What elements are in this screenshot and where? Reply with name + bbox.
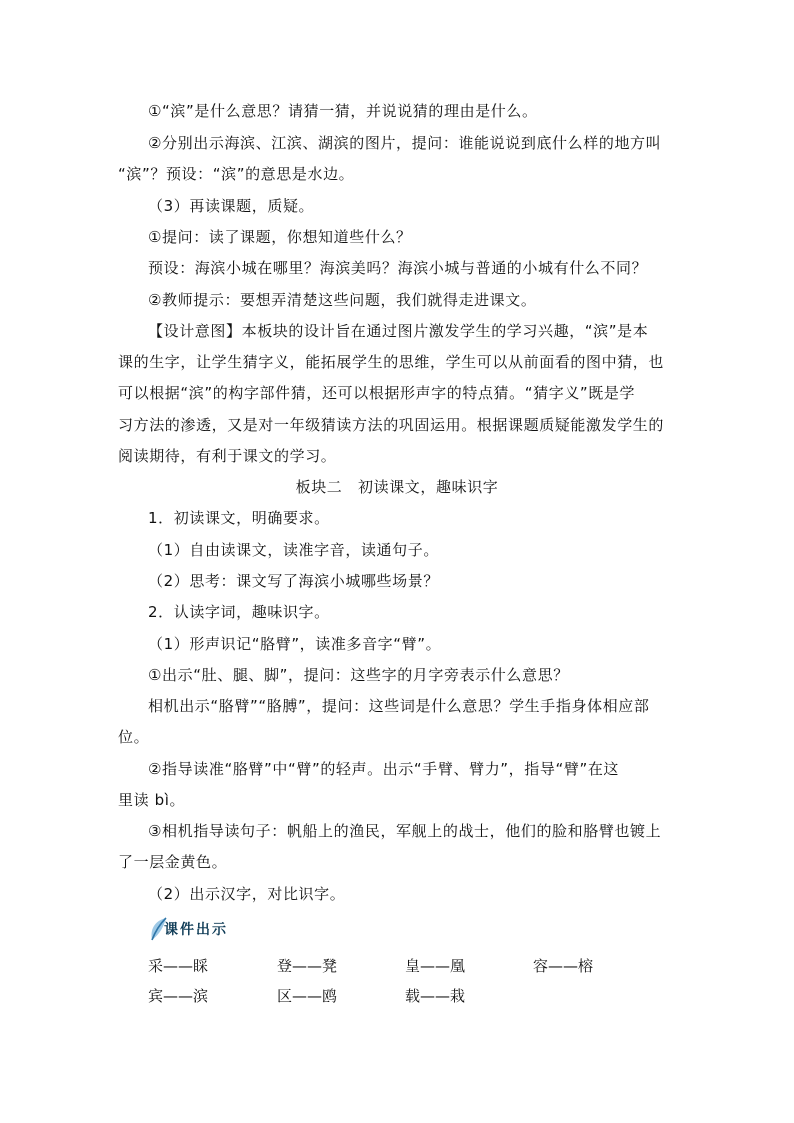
step-2-item-2: （2）出示汉字，对比识字。: [148, 885, 346, 903]
paragraph-tone-line-1: ②指导读准“胳臂”中“臂”的轻声。出示“手臂、臂力”，指导“臂”在这: [148, 760, 620, 778]
design-intent-line-3: 可以根据“滨”的构字部件猜，还可以根据形声字的特点猜。“猜字义”既是学: [118, 384, 636, 402]
char-pair: 宾——滨: [148, 987, 209, 1005]
section-heading: 板块二 初读课文，趣味识字: [295, 478, 499, 496]
paragraph-3: “滨”？预设：“滨”的意思是水边。: [118, 165, 355, 183]
char-pair: 皇——凰: [405, 957, 466, 975]
char-pair: 载——栽: [405, 987, 466, 1005]
paragraph-4: （3）再读课题，质疑。: [148, 197, 315, 215]
char-pair: 采——睬: [148, 957, 209, 975]
char-pair: 区——鸥: [277, 987, 338, 1005]
paragraph-gesture-line-2: 位。: [118, 728, 150, 746]
paragraph-1: ①“滨”是什么意思？请猜一猜，并说说猜的理由是什么。: [148, 102, 538, 120]
paragraph-sentence-line-2: 了一层金黄色。: [118, 853, 228, 871]
step-1-item-1: （1）自由读课文，读准字音，读通句子。: [148, 541, 439, 559]
char-pair: 容——榕: [533, 957, 594, 975]
step-2-item-1a: ①出示“肚、腿、脚”，提问：这些字的月字旁表示什么意思？: [148, 666, 569, 684]
paragraph-7: ②教师提示：要想弄清楚这些问题，我们就得走进课文。: [148, 291, 537, 309]
courseware-header: [148, 916, 288, 942]
design-intent-line-2: 课的生字，让学生猜字义，能拓展学生的思维，学生可以从前面看的图中猜，也: [118, 353, 665, 371]
design-intent-line-5: 阅读期待，有利于课文的学习。: [118, 447, 337, 465]
paragraph-sentence-line-1: ③相机指导读句子：帆船上的渔民，军舰上的战士，他们的脸和胳臂也镀上: [148, 822, 662, 840]
courseware-label: 课件出示: [164, 922, 228, 938]
step-1-title: 1．初读课文，明确要求。: [148, 509, 330, 527]
paragraph-tone-line-2: 里读 bì。: [118, 791, 186, 809]
paragraph-2: ②分别出示海滨、江滨、湖滨的图片，提问：谁能说说到底什么样的地方叫: [148, 134, 662, 152]
paragraph-5: ①提问：读了课题，你想知道些什么？: [148, 228, 412, 246]
design-intent-line-1: 【设计意图】本板块的设计旨在通过图片激发学生的学习兴趣，“滨”是本: [148, 322, 649, 340]
char-pair: 登——凳: [277, 957, 338, 975]
paragraph-6: 预设：海滨小城在哪里？海滨美吗？海滨小城与普通的小城有什么不同？: [148, 259, 648, 277]
design-intent-line-4: 习方法的渗透，又是对一年级猜读方法的巩固运用。根据课题质疑能激发学生的: [118, 416, 665, 434]
step-2-title: 2．认读字词，趣味识字。: [148, 603, 330, 621]
step-2-item-1: （1）形声识记“胳臂”，读准多音字“臂”。: [148, 635, 442, 653]
paragraph-gesture-line-1: 相机出示“胳臂”“胳膊”，提问：这些词是什么意思？学生手指身体相应部: [148, 697, 650, 715]
step-1-item-2: （2）思考：课文写了海滨小城哪些场景？: [148, 572, 439, 590]
